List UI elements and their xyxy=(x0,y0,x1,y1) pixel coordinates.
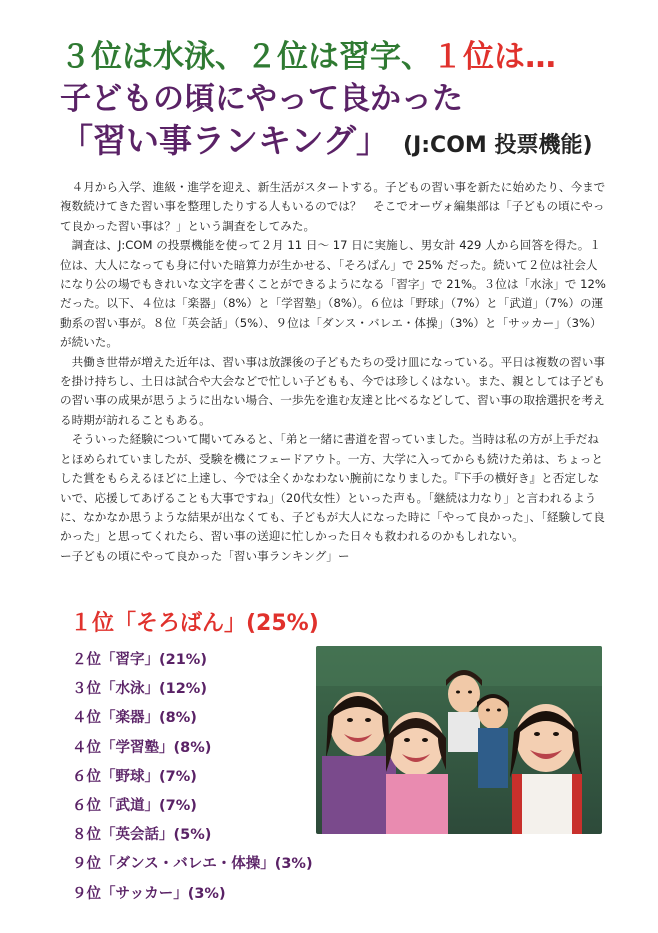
article-body xyxy=(60,178,606,566)
ranking-item: ８位「英会話」(5%) xyxy=(72,827,212,844)
ranking-first-place: １位「そろばん」(25%) xyxy=(70,611,319,636)
article-paragraph: 調査は、J:COM の投票機能を使って２月 11 日～ 17 日に実施し、男女計 429 人から回答を得た。１位は、大人になっても身に付いた暗算力が生かせる、「そろばん」で 25% だった。続いて２位は社会人になり公の場でもきれいな文字を書くことができるようになる「習字」で 21%。３位は「水泳」で 12% だった。以下、４位は「楽器」（8%）と「学習塾」（8%）。６位は「野球」（7%）と「武道」（7%）の運動系の習い事が。８位「英会話」（5%）、９位は「ダンス・バレエ・体操」（3%）と「サッカー」（3%）が続いた。 xyxy=(60,238,606,350)
children-photo xyxy=(316,646,602,834)
ranking-item: ２位「習字」(21%) xyxy=(72,652,207,668)
ranking-item: ６位「野球」(7%) xyxy=(72,768,197,785)
article-paragraph: そういった経験について聞いてみると、「弟と一緒に書道を習っていました。当時は私の方が上手だねとほめられていましたが、受験を機にフェードアウト。一方、大学に入ってからも続けた弟は、ちょっとした賞をもらえるほどに上達し、今では全くかなわない腕前になりました。『下手の横好き』と否定しないで、応援してあげることも大事ですね」（20代女性）といった声も。「継続は力なり」と言われるように、なかなか思うような結果が出なくても、子どもが大人になった時に「やって良かった」、「経験して良かった」と思ってくれたら、習い事の送迎に忙しかった日々も救われるのかもしれない。 xyxy=(60,432,605,544)
ranking-item: ４位「学習塾」(8%) xyxy=(72,739,212,756)
headline-first-place-teaser: １位は… xyxy=(432,39,556,75)
headline-line-1-text: ３位は水泳、２位は習字、 xyxy=(60,39,432,75)
ranking-caption: ー子どもの頃にやって良かった「習い事ランキング」ー xyxy=(60,548,350,563)
headline xyxy=(60,36,640,167)
headline-source-note: (J:COM 投票機能) xyxy=(403,133,593,158)
headline-line-3 xyxy=(60,120,640,167)
article-paragraph: 共働き世帯が増えた近年は、習い事は放課後の子どもたちの受け皿になっている。平日は複数の習い事を掛け持ちし、土日は試合や大会などで忙しい子どもも、今では珍しくはない。また、親としては子どもの習い事の成果が思うように出ない場合、一歩先を進む友達と比べるなどして、習い事の取捨選択を考える時期が訪れることもある。 xyxy=(60,354,605,427)
headline-line-1 xyxy=(60,36,640,78)
article-paragraph: ４月から入学、進級・進学を迎え、新生活がスタートする。子どもの習い事を新たに始めたり、今まで複数続けてきた習い事を整理したりする人もいるのでは？ そこでオーヴォ編集部は「子どもの頃にやって良かった習い事は？」という調査をしてみた。 xyxy=(60,180,606,233)
ranking-item: ４位「楽器」(8%) xyxy=(72,710,197,727)
ranking-item: ９位「サッカー」(3%) xyxy=(72,885,226,902)
headline-ranking-title: 「習い事ランキング」 xyxy=(60,121,390,160)
headline-line-2: 子どもの頃にやって良かった xyxy=(60,81,463,117)
ranking-item: ６位「武道」(7%) xyxy=(72,797,197,814)
ranking-item: ９位「ダンス・バレエ・体操」(3%) xyxy=(72,856,313,873)
ranking-item: ３位「水泳」(12%) xyxy=(72,681,207,698)
